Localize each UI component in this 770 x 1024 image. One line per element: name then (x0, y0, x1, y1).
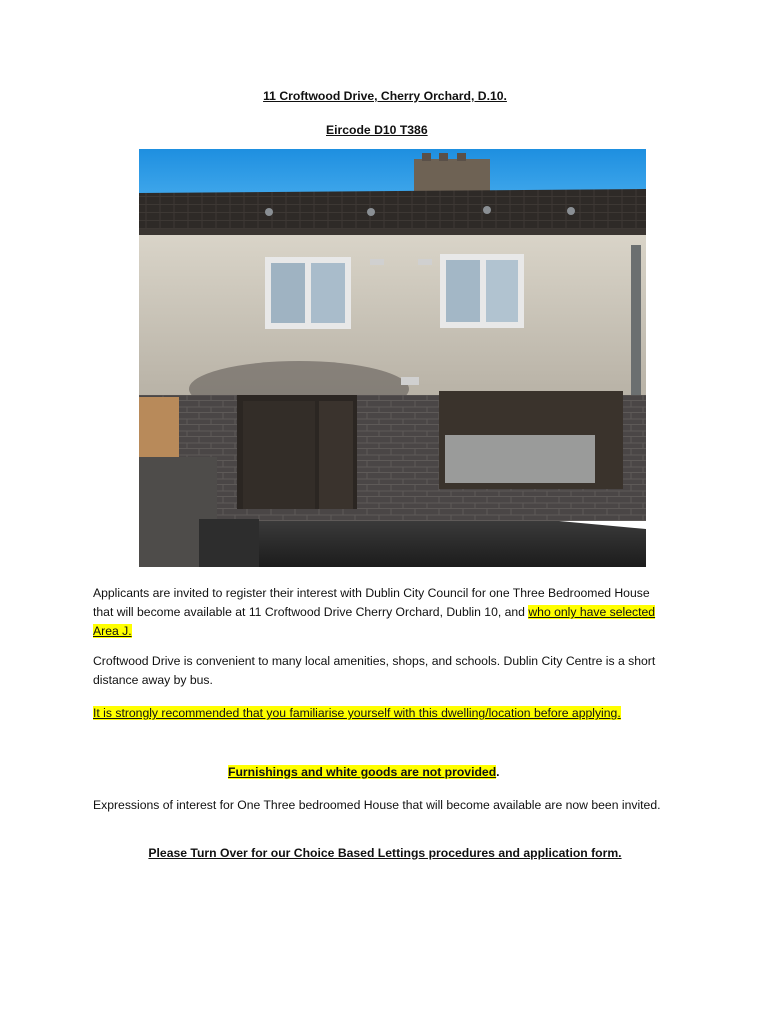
intro-text: Applicants are invited to register their interest with Dublin City Council for one Three Bedroomed House that will become available at 11 Croftwood Drive Cherry Orchard, Dublin 10, and (93, 586, 650, 619)
eircode-heading: Eircode D10 T386 (326, 123, 428, 137)
address-heading: 11 Croftwood Drive, Cherry Orchard, D.10. (263, 89, 507, 103)
amenities-paragraph: Croftwood Drive is convenient to many local amenities, shops, and schools. Dublin City Centre is a short distance away by bus. (93, 654, 656, 687)
house-exterior-photo (139, 149, 646, 567)
area-j-highlight: who only have selected Area J. (93, 605, 656, 638)
furnishings-notice (228, 765, 500, 779)
furnishings-highlight: Furnishings and white goods are not provided (228, 765, 497, 779)
expressions-paragraph: Expressions of interest for One Three bedroomed House that will become available are now been invited. (93, 798, 661, 812)
turn-over-notice: Please Turn Over for our Choice Based Lettings procedures and application form. (148, 846, 622, 860)
recommendation-paragraph (93, 704, 673, 723)
recommendation-highlight: It is strongly recommended that you familiarise yourself with this dwelling/location before applying. (93, 706, 621, 720)
intro-paragraph (93, 584, 673, 641)
furnishings-period: . (496, 765, 500, 779)
